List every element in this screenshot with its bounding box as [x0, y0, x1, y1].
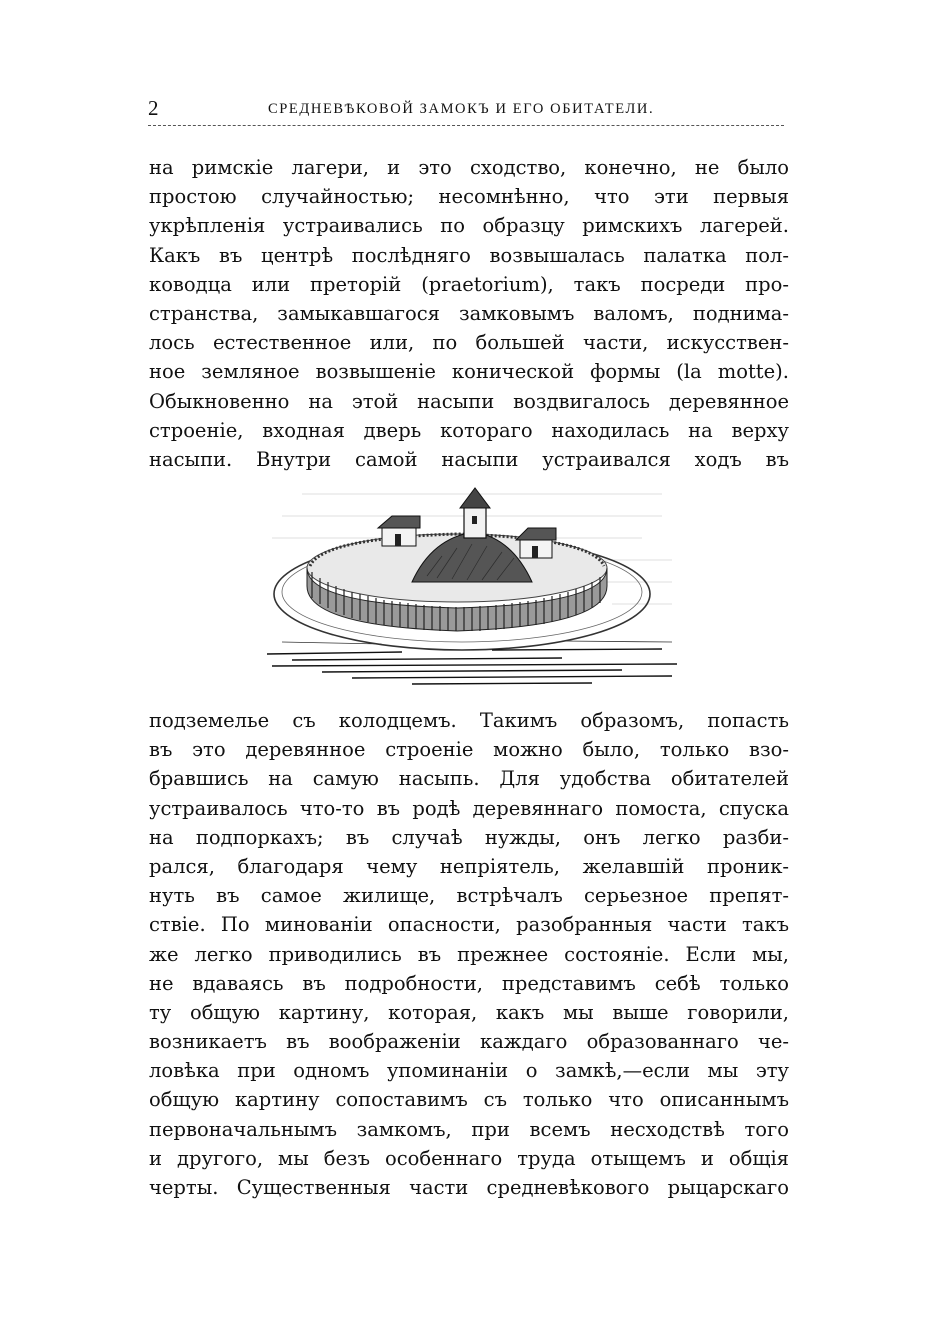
motte-castle-engraving-icon	[262, 486, 682, 691]
text-line: на подпоркахъ; въ случаѣ нужды, онъ легко разби-	[149, 825, 789, 849]
text-line: странства, замыкавшагося замковымъ валомъ, поднима-	[149, 301, 789, 325]
page-number: 2	[148, 96, 159, 120]
text-line: простою случайностью; несомнѣнно, что эти первыя	[149, 185, 789, 209]
text-line: черты. Существенныя части средневѣкового рыцарскаго	[149, 1176, 789, 1199]
text-line: лось естественное или, по большей части, искусствен-	[149, 331, 789, 355]
page-header	[148, 96, 788, 130]
text-line: въ это деревянное строеніе можно было, только взо-	[149, 738, 789, 762]
text-line: ное земляное возвышеніе конической формы (la motte).	[149, 360, 789, 384]
text-line: на римскіе лагери, и это сходство, конечно, не было	[149, 156, 789, 179]
text-line: бравшись на самую насыпь. Для удобства обитателей	[149, 767, 789, 791]
text-line: устраивалось что-то въ родѣ деревяннаго помоста, спуска	[149, 796, 789, 820]
text-line: первоначальнымъ замкомъ, при всемъ несходствѣ того	[149, 1117, 789, 1141]
header-rule	[148, 125, 784, 126]
text-line: и другого, мы безъ особеннаго труда отыщемъ и общія	[149, 1146, 789, 1170]
text-line: подземелье съ колодцемъ. Такимъ образомъ, попасть	[149, 709, 789, 732]
text-line: нуть въ самое жилище, встрѣчалъ серьезное препят-	[149, 884, 789, 908]
text-line: общую картину сопоставимъ съ только что описаннымъ	[149, 1088, 789, 1112]
text-line: же легко приводились въ прежнее состояніе. Если мы,	[149, 942, 789, 966]
text-line: ководца или преторій (praetorium), такъ посреди про-	[149, 272, 789, 296]
text-line: насыпи. Внутри самой насыпи устраивался ходъ въ	[149, 447, 789, 471]
text-line: укрѣпленія устраивались по образцу римскихъ лагерей.	[149, 214, 789, 238]
text-line: рался, благодаря чему непріятель, желавшій проник-	[149, 854, 789, 878]
text-line: Какъ въ центрѣ послѣдняго возвышалась палатка пол-	[149, 243, 789, 267]
text-line: ловѣка при одномъ упоминаніи о замкѣ,—если мы эту	[149, 1059, 789, 1083]
text-line: Обыкновенно на этой насыпи воздвигалось деревянное	[149, 389, 789, 413]
body-text-top	[149, 153, 789, 474]
text-line: строеніе, входная дверь котораго находилась на верху	[149, 418, 789, 442]
text-line: возникаетъ въ воображеніи каждаго образованнаго че-	[149, 1030, 789, 1054]
body-text-bottom	[149, 706, 789, 1202]
running-title: СРЕДНЕВѢКОВОЙ ЗАМОКЪ И ЕГО ОБИТАТЕЛИ.	[268, 101, 655, 117]
text-line: ту общую картину, которая, какъ мы выше говорили,	[149, 1000, 789, 1024]
text-line: ствіе. По минованіи опасности, разобранныя части такъ	[149, 913, 789, 937]
text-line: не вдаваясь въ подробности, представимъ себѣ только	[149, 971, 789, 995]
